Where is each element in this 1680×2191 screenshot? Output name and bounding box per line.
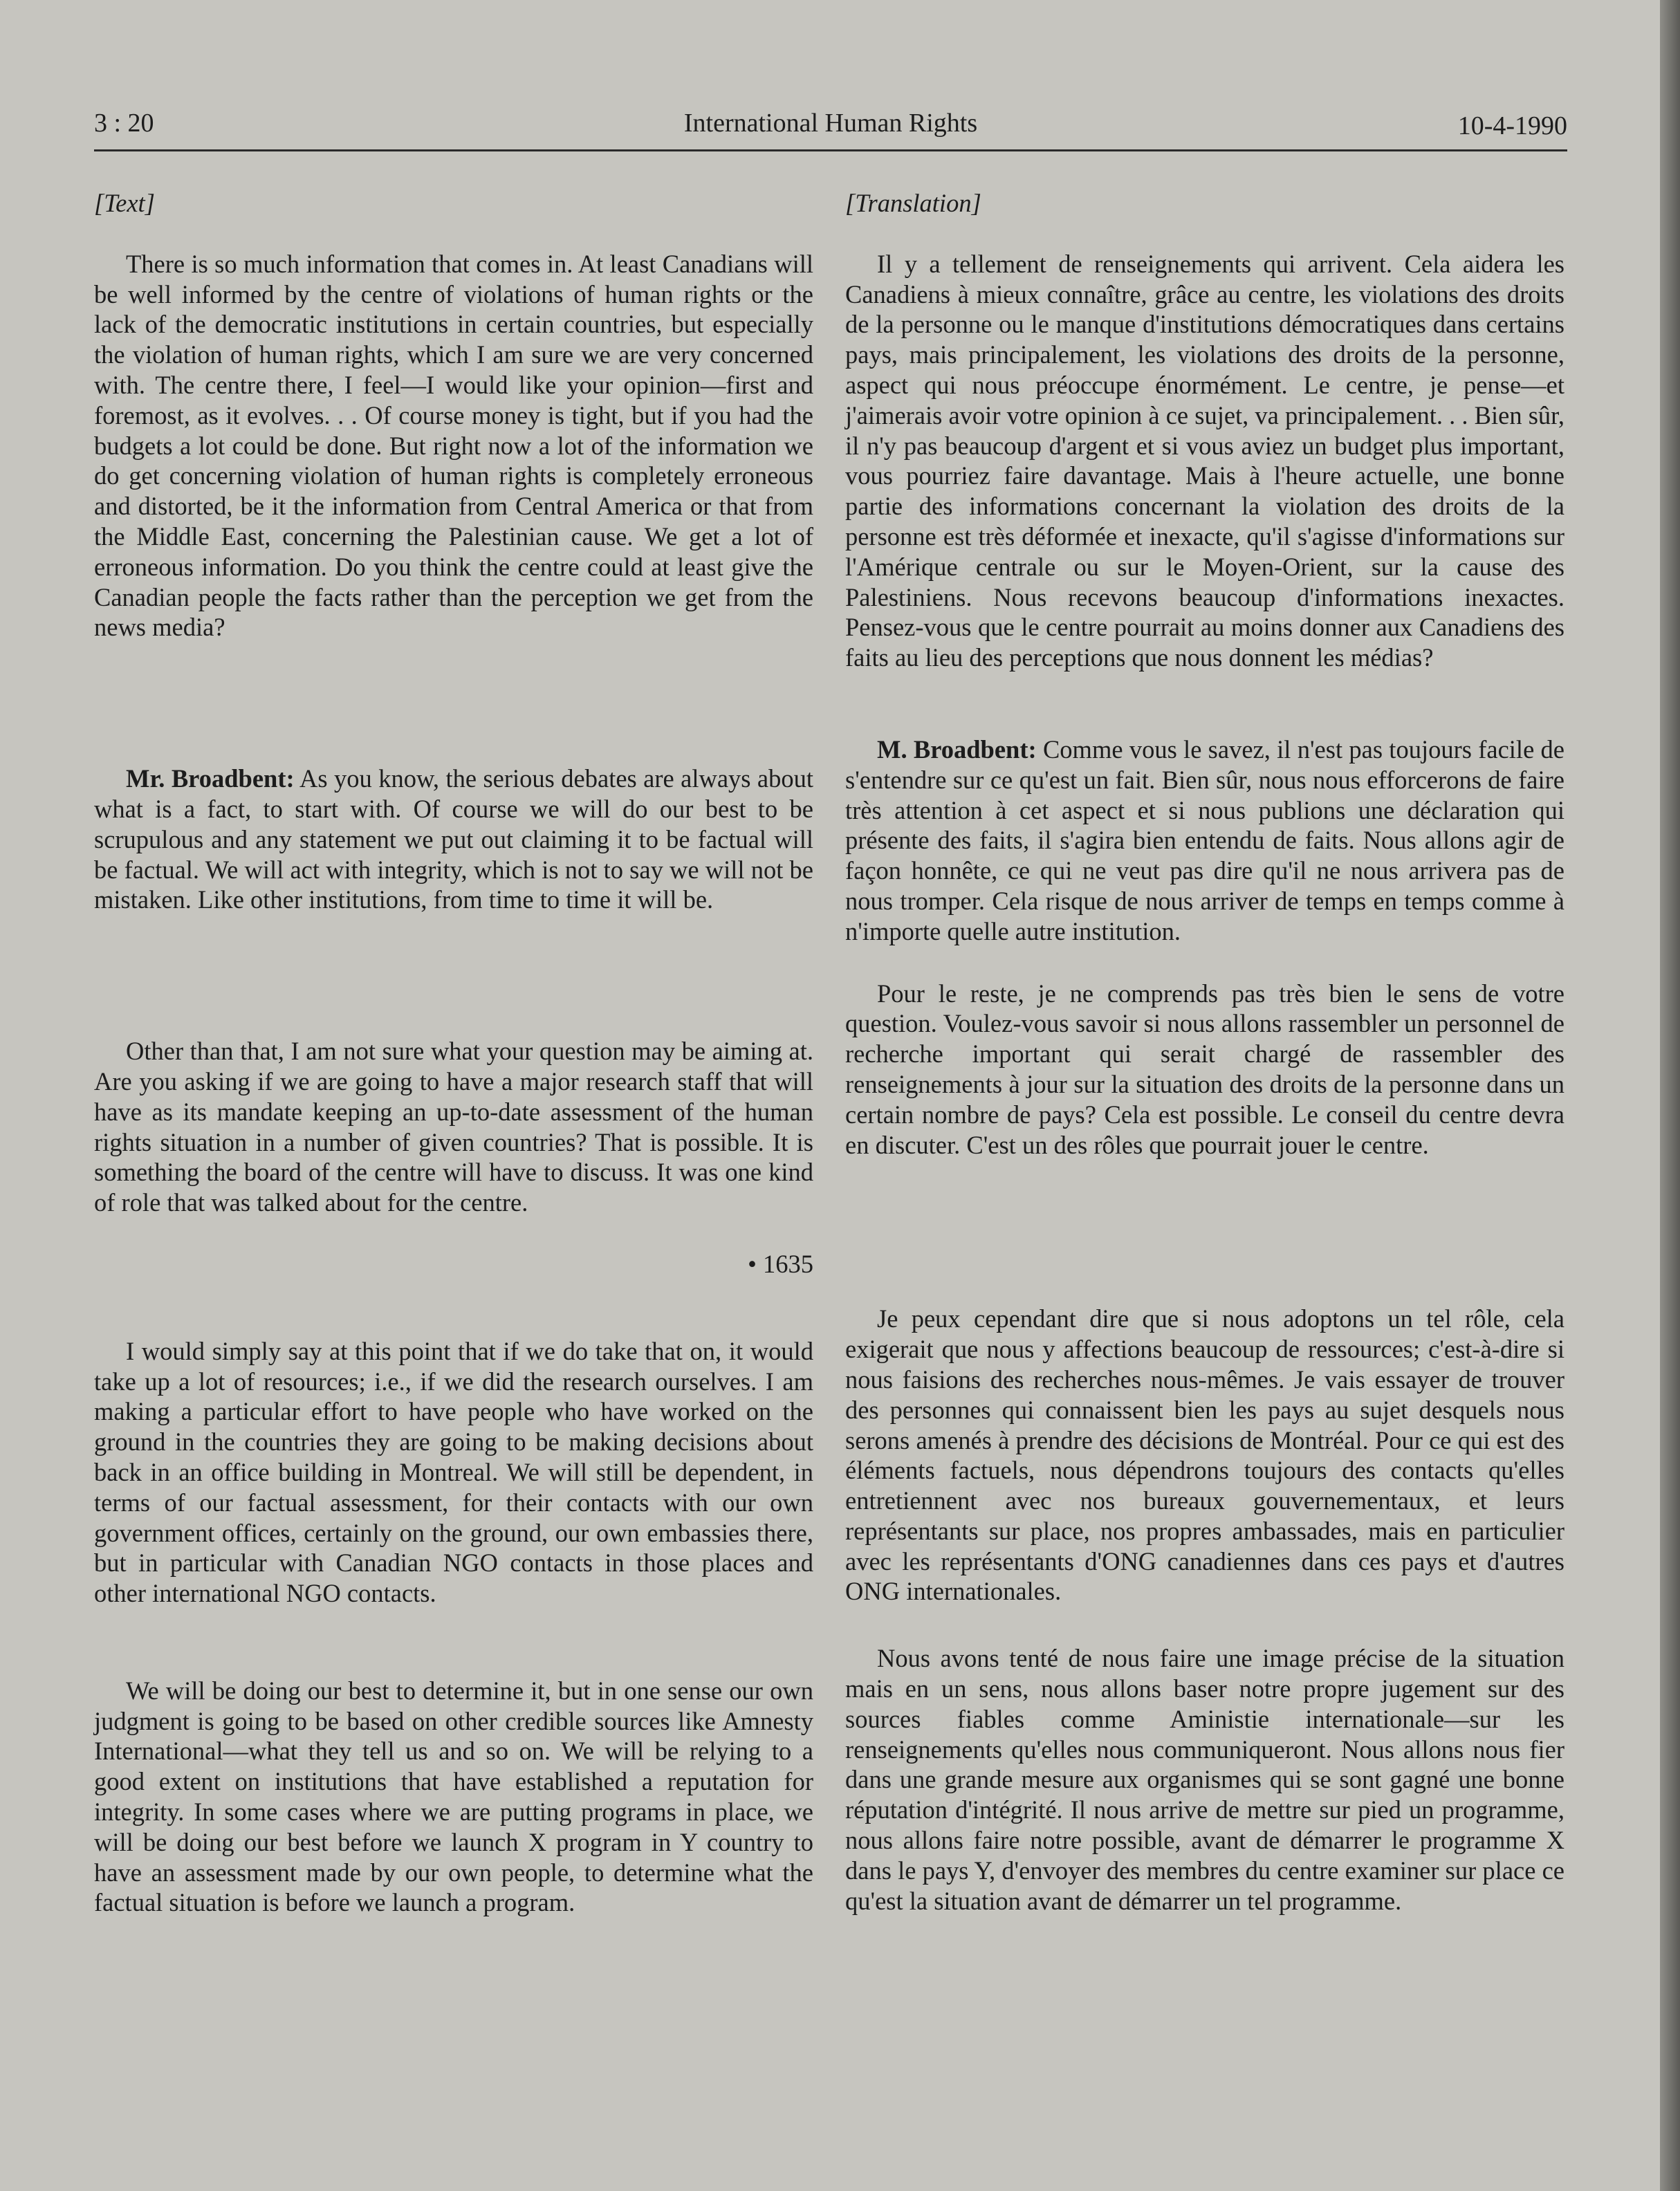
french-paragraph-3: Pour le reste, je ne comprends pas très bien le sens de votre question. Voulez-vous savoir si nous allons rassembler un personnel de recherche important qui serait chargé de rassembler des renseignements à jour sur la situation des droits de la personne dans un certain nombre de pays? Cela est possible. Le conseil du centre devra en discuter. C'est un des rôles que pourrait jouer le centre. [845,979,1564,1159]
page-number: 3 : 20 [94,109,154,138]
page-edge-shadow [1660,0,1680,2191]
running-header [94,108,1567,149]
french-paragraph-4: Je peux cependant dire que si nous adoptons un tel rôle, cela exigerait que nous y affections beaucoup de ressources; c'est-à-dire si nous faisions des recherches nous-mêmes. Je vais essayer de trouver des personnes qui connaissent bien les pays au sujet desquels nous serons amenés à prendre des décisions de Montréal. Pour ce qui est des éléments factuels, nous dépendrons toujours des contacts qu'elles entretiennent avec nos bureaux gouvernementaux, et leurs représentants sur place, nos propres ambassades, mais en particulier avec les représentants d'ONG canadiennes dans ces pays et d'autres ONG internationales. [845,1304,1564,1606]
header-rule [94,149,1567,151]
speaker-name: Mr. Broadbent: [126,764,295,793]
translation-marker: [Translation] [845,189,981,217]
text-marker: [Text] [94,189,155,217]
speaker-text: As you know, the serious debates are always about what is a fact, to start with. Of course we will do our best to be scrupulous and any statement we put out claiming it to be factual will be factual. We will act with integrity, which is not to say we will not be mistaken. Like other institutions, from time to time it will be. [94,764,813,914]
time-stamp: • 1635 [748,1249,813,1278]
french-paragraph-1: Il y a tellement de renseignements qui arrivent. Cela aidera les Canadiens à mieux connaître, grâce au centre, les violations des droits de la personne ou le manque d'institutions démocratiques dans certains pays, mais principalement, les violations des droits de la personne, aspect qui nous préoccupe énormément. Le centre, je pense—et j'aimerais avoir votre opinion à ce sujet, va principalement. . . Bien sûr, il n'y pas beaucoup d'argent et si vous aviez un budget plus important, vous pourriez faire davantage. Mais à l'heure actuelle, une bonne partie des informations concernant la violation des droits de la personne est très déformée et inexacte, qu'il s'agisse d'informations sur l'Amérique centrale ou sur le Moyen-Orient, sur la cause des Palestiniens. Nous recevons beaucoup d'informations inexactes. Pensez-vous que le centre pourrait au moins donner aux Canadiens des faits au lieu des perceptions que nous donnent les médias? [845,249,1564,672]
french-column [845,188,1564,1916]
speaker-text: Comme vous le savez, il n'est pas toujours facile de s'entendre sur ce qu'est un fait. Bien sûr, nous nous efforcerons de faire très attention à cet aspect et si nous publions une déclaration qui présente des faits, il s'agira bien entendu de faits. Nous allons agir de façon honnête, ce qui ne veut pas dire qu'il ne nous arrivera pas de nous tromper. Cela risque de nous arriver de temps en temps comme à n'importe quelle autre institution. [845,734,1565,945]
english-paragraph-1: There is so much information that comes in. At least Canadians will be well informed by the centre of violations of human rights or the lack of the democratic institutions in certain countries, but especially the violation of human rights, which I am sure we are very concerned with. The centre there, I feel—I would like your opinion—first and foremost, as it evolves. . . Of course money is tight, but if you had the budgets a lot could be done. But right now a lot of the information we do get concerning violation of human rights is completely erroneous and distorted, be it the information from Central America or that from the Middle East, concerning the Palestinian cause. We get a lot of erroneous information. Do you think the centre could at least give the Canadian people the facts rather than the perception we get from the news media? [94,249,813,642]
speaker-name: M. Broadbent: [877,734,1037,764]
english-column [94,188,813,1918]
header-date: 10-4-1990 [1457,111,1567,140]
english-paragraph-2 [94,764,813,915]
french-paragraph-2 [845,734,1564,947]
english-paragraph-3: Other than that, I am not sure what your question may be aiming at. Are you asking if we are going to have a major research staff that will have as its mandate keeping an up-to-date assessment of the human rights situation in a number of given countries? That is possible. It is something the board of the centre will have to discuss. It was one kind of role that was talked about for the centre. [94,1037,813,1217]
french-paragraph-5: Nous avons tenté de nous faire une image précise de la situation mais en un sens, nous allons baser notre propre jugement sur des sources fiables comme Aministie internationale—sur les renseignements qu'elles nous communiqueront. Nous allons nous fier dans une grande mesure aux organismes qui se sont gagné une bonne réputation d'intégrité. Il nous arrive de mettre sur pied un programme, nous allons faire notre possible, avant de démarrer le programme X dans le pays Y, d'envoyer des membres du centre examiner sur place ce qu'est la situation avant de démarrer un tel programme. [845,1644,1564,1915]
english-paragraph-4: I would simply say at this point that if we do take that on, it would take up a lot of resources; i.e., if we did the research ourselves. I am making a particular effort to have people who have worked on the ground in the countries they are going to be making decisions about back in an office building in Montreal. We will still be dependent, in terms of our factual assessment, for their contacts with our own government offices, certainly on the ground, our own embassies there, but in particular with Canadian NGO contacts in those places and other international NGO contacts. [94,1336,813,1608]
header-title: International Human Rights [683,109,978,138]
english-paragraph-5: We will be doing our best to determine it, but in one sense our own judgment is going to be based on other credible sources like Amnesty International—what they tell us and so on. We will be relying to a good extent on institutions that have established a reputation for integrity. In some cases where we are putting programs in place, we will be doing our best before we launch X program in Y country to have an assessment made by our own people, to determine what the factual situation is before we launch a program. [94,1676,813,1917]
